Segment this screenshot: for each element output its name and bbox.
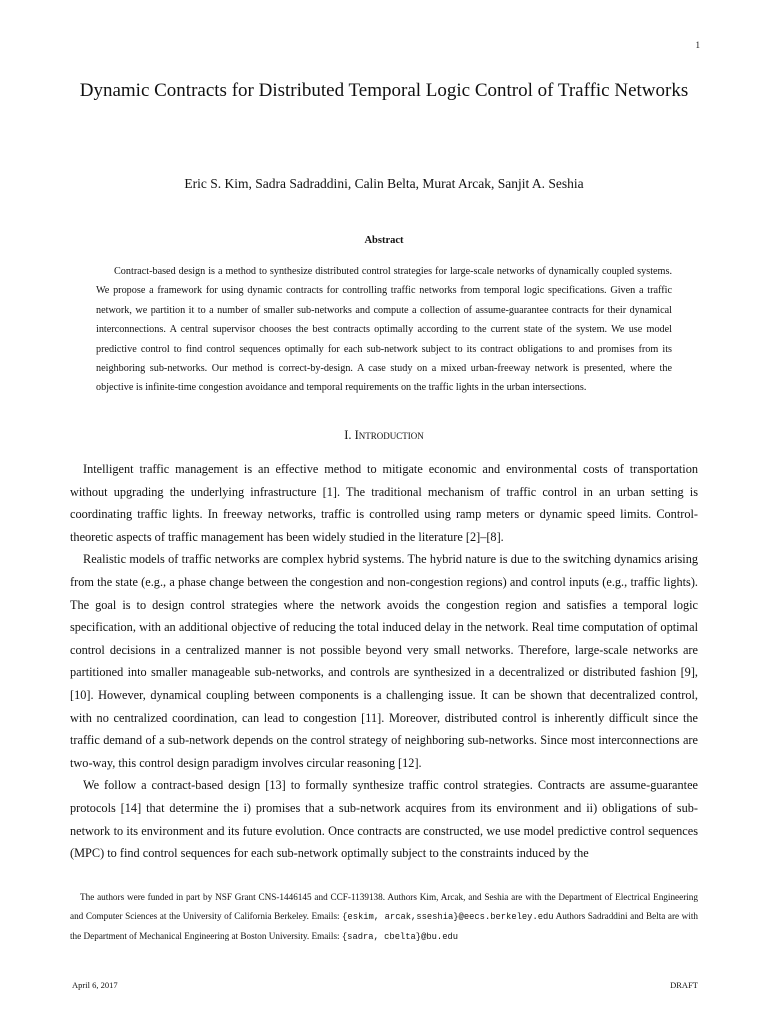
- footer-draft-label: DRAFT: [670, 980, 698, 990]
- footnote-email-bu[interactable]: {sadra, cbelta}@bu.edu: [341, 932, 459, 942]
- paper-title: Dynamic Contracts for Distributed Temporal Logic Control of Traffic Networks: [79, 80, 689, 101]
- section-body: [70, 458, 698, 865]
- page-number: 1: [695, 40, 700, 50]
- abstract-text: Contract-based design is a method to synthesize distributed control strategies for large-scale networks of dynamically coupled systems. We propose a framework for using dynamic contracts for controlling traffic networks from temporal logic specifications. Given a traffic network, we partition it to a number of smaller sub-networks and compute a collection of assume-guarantee contracts for their dynamical interconnections. A central supervisor chooses the best contracts optimally according to the current state of the system. We use model predictive control to find control sequences optimally for each sub-network subject to its contract obligations to and promises from its neighboring sub-networks. Our method is correct-by-design. A case study on a mixed urban-freeway network is presented, where the objective is infinite-time congestion avoidance and temporal requirements on the traffic lights in the urban intersections.: [96, 266, 672, 394]
- body-paragraph: Intelligent traffic management is an effective method to mitigate economic and environmental costs of transportation without upgrading the underlying infrastructure [1]. The traditional mechanism of traffic control in an urban setting is coordinating traffic lights. In freeway networks, traffic is controlled using ramp meters or dynamic speed limits. Control-theoretic aspects of traffic management has been widely studied in the literature [2]–[8].: [70, 462, 698, 544]
- footnote-email-berkeley[interactable]: {eskim, arcak,sseshia}@eecs.berkeley.edu: [342, 912, 554, 922]
- footnote-bu-affiliation: Authors Sadraddini and Belta are with the Department of Mechanical Engineering at Boston University. Emails:: [70, 911, 698, 941]
- abstract-heading: Abstract: [364, 235, 404, 246]
- section-heading: I. Introduction: [344, 428, 424, 442]
- footnote: [70, 888, 698, 947]
- footer-date: April 6, 2017: [72, 980, 118, 990]
- footnote-funding: The authors were funded in part by NSF Grant CNS-1446145 and CCF-1139138. Authors Kim, Arcak, and Seshia are with the Department of Electrical Engineering and Computer Sciences at the University of California Berkeley. Emails:: [70, 892, 698, 921]
- footnote-text: [70, 888, 698, 947]
- body-paragraph: Realistic models of traffic networks are complex hybrid systems. The hybrid nature is due to the switching dynamics arising from the state (e.g., a phase change between the congestion and non-congestion regions) and control inputs (e.g., traffic lights). The goal is to design control strategies where the network avoids the congestion region and satisfies a temporal logic specification, with an additional objective of reducing the total induced delay in the network. Real time computation of optimal control decisions in a centralized manner is not possible beyond very small networks. Therefore, large-scale networks are partitioned into smaller manageable sub-networks, and controls are synthesized in a decentralized or distributed fashion [9], [10]. However, dynamical coupling between components is a challenging issue. It can be shown that decentralized control, with no centralized coordination, can lead to congestion [11]. Moreover, distributed control is inherently difficult since the traffic demand of a sub-network depends on the control strategy of neighboring sub-networks. Since most interconnections are two-way, this control design paradigm involves circular reasoning [12].: [70, 552, 698, 770]
- body-paragraph: We follow a contract-based design [13] to formally synthesize traffic control strategies. Contracts are assume-guarantee protocols [14] that determine the i) promises that a sub-network acquires from its environment and ii) obligations of sub-network to its environment and its future evolution. Once contracts are constructed, we use model predictive control sequences (MPC) to find control sequences for each sub-network optimally subject to the constraints induced by the: [70, 778, 698, 861]
- author-list: Eric S. Kim, Sadra Sadraddini, Calin Belta, Murat Arcak, Sanjit A. Seshia: [184, 176, 584, 191]
